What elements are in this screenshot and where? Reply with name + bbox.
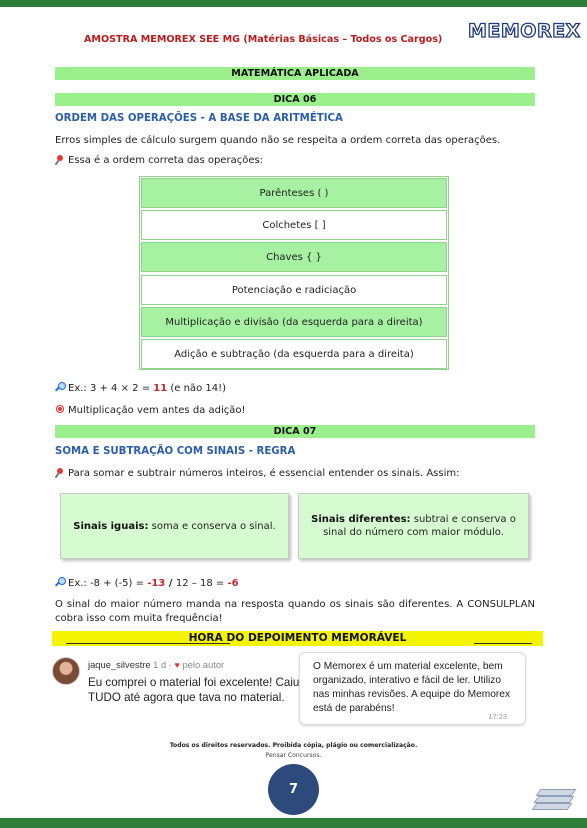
- subject-band: MATEMÁTICA APLICADA: [55, 67, 535, 80]
- memorex-logo: [468, 18, 580, 50]
- order-row-1: Parênteses ( ): [141, 178, 447, 208]
- bottom-green-bar: [0, 818, 587, 828]
- card-left-bold: Sinais iguais:: [73, 520, 149, 532]
- heart-icon: ♥: [174, 660, 180, 670]
- operations-order-table: [139, 176, 449, 370]
- comment-header: [88, 659, 224, 670]
- books-icon: [532, 787, 576, 811]
- note-text: Multiplicação vem antes da adição!: [68, 405, 246, 416]
- card-left-text: soma e conserva o sinal.: [148, 520, 276, 532]
- magnifier-icon: [55, 382, 65, 392]
- dica06-note: [55, 404, 245, 416]
- example2-middle: 12 – 18 =: [175, 578, 228, 589]
- dica07-intro-text: Para somar e subtrair números inteiros, é essencial entender os sinais. Assim:: [68, 468, 460, 479]
- footer-rights: Todos os direitos reservados. Proibida cópia, plágio ou comercialização.: [169, 742, 418, 749]
- logo-text: MEMOREX: [468, 20, 581, 42]
- example2-prefix: Ex.: -8 + (-5) =: [68, 578, 148, 589]
- dica07-band: DICA 07: [55, 425, 535, 438]
- page-number: 7: [268, 764, 319, 815]
- band-underline-right: [474, 643, 532, 644]
- order-row-6: Adição e subtração (da esquerda para a direita): [141, 339, 447, 369]
- pushpin-icon: [55, 468, 64, 477]
- example2-result1: -13: [147, 578, 166, 589]
- dica06-intro: Erros simples de cálculo surgem quando não se respeita a ordem correta das operações.: [55, 135, 501, 146]
- avatar: [52, 657, 80, 685]
- target-icon: [55, 404, 65, 414]
- dica06-example: [55, 382, 226, 394]
- pushpin-icon: [55, 155, 64, 164]
- liked-by-author: pelo autor: [179, 659, 225, 670]
- order-row-5: Multiplicação e divisão (da esquerda para a direita): [141, 307, 447, 337]
- example2-result2: -6: [227, 578, 239, 589]
- dica06-band: DICA 06: [55, 93, 535, 106]
- order-row-2: Colchetes [ ]: [141, 210, 447, 240]
- dica07-intro: [55, 468, 459, 479]
- testimonial-band-title: HORA DO DEPOIMENTO MEMORÁVEL: [188, 632, 407, 644]
- rule-card-different-signs: [298, 493, 529, 559]
- whatsapp-message: [299, 652, 526, 725]
- footer-slogan: Pensar Concursos.: [265, 752, 322, 759]
- dica06-title: ORDEM DAS OPERAÇÕES - A BASE DA ARITMÉTICA: [55, 113, 343, 124]
- comment-text: Eu comprei o material foi excelente! Caiu TUDO até agora que tava no material.: [88, 676, 300, 704]
- top-green-bar: [0, 0, 587, 7]
- order-row-4: Potenciação e radiciação: [141, 275, 447, 305]
- card-right-bold: Sinais diferentes:: [311, 514, 411, 525]
- username: jaque_silvestre: [88, 659, 151, 670]
- testimonial-band: [52, 631, 543, 646]
- example-result: 11: [153, 383, 168, 394]
- whatsapp-time: 17:23: [488, 712, 507, 721]
- card-right-text: subtrai e conserva o sinal do número com maior módulo.: [323, 514, 516, 538]
- order-row-3: Chaves { }: [141, 242, 447, 272]
- dica06-lead-text: Essa é a ordem correta das operações:: [68, 155, 264, 166]
- example2-sep: /: [165, 578, 176, 589]
- header-title: AMOSTRA MEMOREX SEE MG (Matérias Básicas – Todos os Cargos): [84, 34, 443, 45]
- dica07-title: SOMA E SUBTRAÇÃO COM SINAIS - REGRA: [55, 446, 296, 457]
- magnifier-icon: [55, 577, 65, 587]
- comment-time: 1 d ·: [150, 659, 175, 670]
- dica06-lead: [55, 155, 263, 166]
- rule-card-same-signs: [60, 493, 289, 559]
- example-suffix: (e não 14!): [167, 383, 226, 394]
- dica07-paragraph: O sinal do maior número manda na resposta quando os sinais são diferentes. A CONSULPLAN cobra isso com muita frequência!: [55, 599, 535, 624]
- instagram-comment: [52, 653, 302, 713]
- dica07-example: [55, 577, 239, 589]
- whatsapp-message-text: O Memorex é um material excelente, bem organizado, interativo e fácil de ler. Utilizo nas minhas revisões. A equipe do Memorex está de parabéns!: [313, 661, 511, 714]
- example-prefix: Ex.: 3 + 4 × 2 =: [68, 383, 154, 394]
